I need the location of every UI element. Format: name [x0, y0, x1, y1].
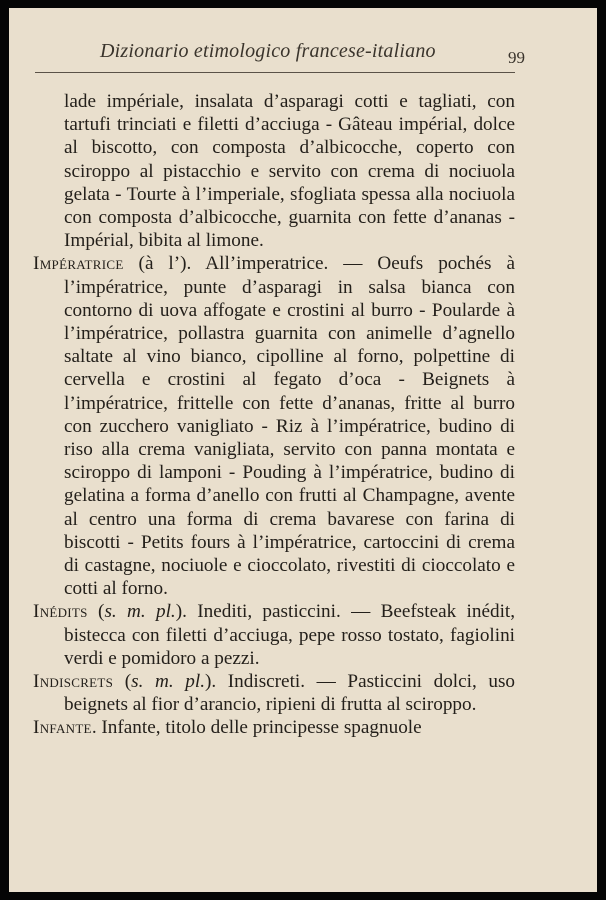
entry-headword: Infante — [33, 717, 92, 739]
header-rule — [35, 72, 515, 73]
page-header — [35, 38, 527, 78]
entry-indiscrets: Indiscrets (s. m. pl.). Indiscreti. — Pasticcini dolci, uso beignets al fior d’arancio, ripieni di frutta al sciroppo. — [33, 671, 516, 716]
entry-infante — [33, 716, 515, 739]
entry-definition: Indiscreti. — Pasticcini dolci, uso beignets al fior d’arancio, ripieni di frutta al sciroppo. — [64, 671, 516, 716]
book-page — [9, 8, 597, 892]
running-title: Dizionario etimologico francese-italiano — [100, 40, 436, 62]
entry-headword: Inédits — [33, 601, 88, 623]
page-number: 99 — [508, 48, 525, 67]
entry-suffix: (à l’). — [123, 253, 192, 275]
entry-suffix: ). — [175, 601, 187, 623]
dictionary-text — [33, 90, 515, 740]
entry-imperatrice — [33, 252, 515, 600]
entry-definition: Inediti, pasticcini. — Beefsteak inédit, bistecca con filetti d’acciuga, pepe rosso tostato, fagiolini verdi e pomidoro a pezzi. — [64, 601, 516, 669]
continuation-paragraph: lade impériale, insalata d’asparagi cotti e tagliati, con tartufi trinciati e filetti d’acciuga - Gâteau impérial, dolce al biscotto, con composta d’albicocche, coperto con sciroppo al pistacchio e servito con crema di nociuola gelata - Tourte à l’imperiale, sfogliata spessa alla nociuola con composta d’albicocche, guarnita con fette d’ananas - Impérial, bibita al limone. — [64, 91, 515, 252]
entry-inedits: Inédits (s. m. pl.). Inediti, pasticcini. — Beefsteak inédit, bistecca con filetti d’acciuga, pepe rosso tostato, fagiolini verdi e pomidoro a pezzi. — [33, 601, 516, 669]
entry-grammar: s. m. pl. — [131, 671, 205, 693]
entry-suffix: . — [91, 717, 97, 739]
entry-definition: Infante, titolo delle principesse spagnuole — [101, 717, 422, 739]
entry-headword: Impératrice — [33, 253, 124, 275]
entry-definition: All’imperatrice. — Oeufs pochés à l’impératrice, punte d’asparagi in salsa bianca con contorno di uova affogate e crostini al burro - Poularde à l’impératrice, pollastra guarnita con animelle d’agnello saltate al vino bianco, cipolline al forno, polpettine di cervella e crostini al fegato d’oca - Beignets à l’impératrice, frittelle con fette d’ananas, fritte al burro con zucchero vanigliato - Riz à l’impératrice, budino di riso alla crema vanigliata, servito con panna montata e sciroppo di lamponi - Pouding à l’impératrice, budino di gelatina a forma d’anello con frutti al Champagne, avente al centro una forma di crema bavarese con farina di biscotti - Petits fours à l’impératrice, cartoccini di crema di castagne, nociuole e cioccolato, rivestiti di cioccolato e cotti al forno. — [64, 253, 515, 600]
entry-grammar: s. m. pl. — [104, 601, 176, 623]
entry-suffix: ). — [205, 671, 217, 693]
entry-headword: Indiscrets — [33, 671, 114, 693]
